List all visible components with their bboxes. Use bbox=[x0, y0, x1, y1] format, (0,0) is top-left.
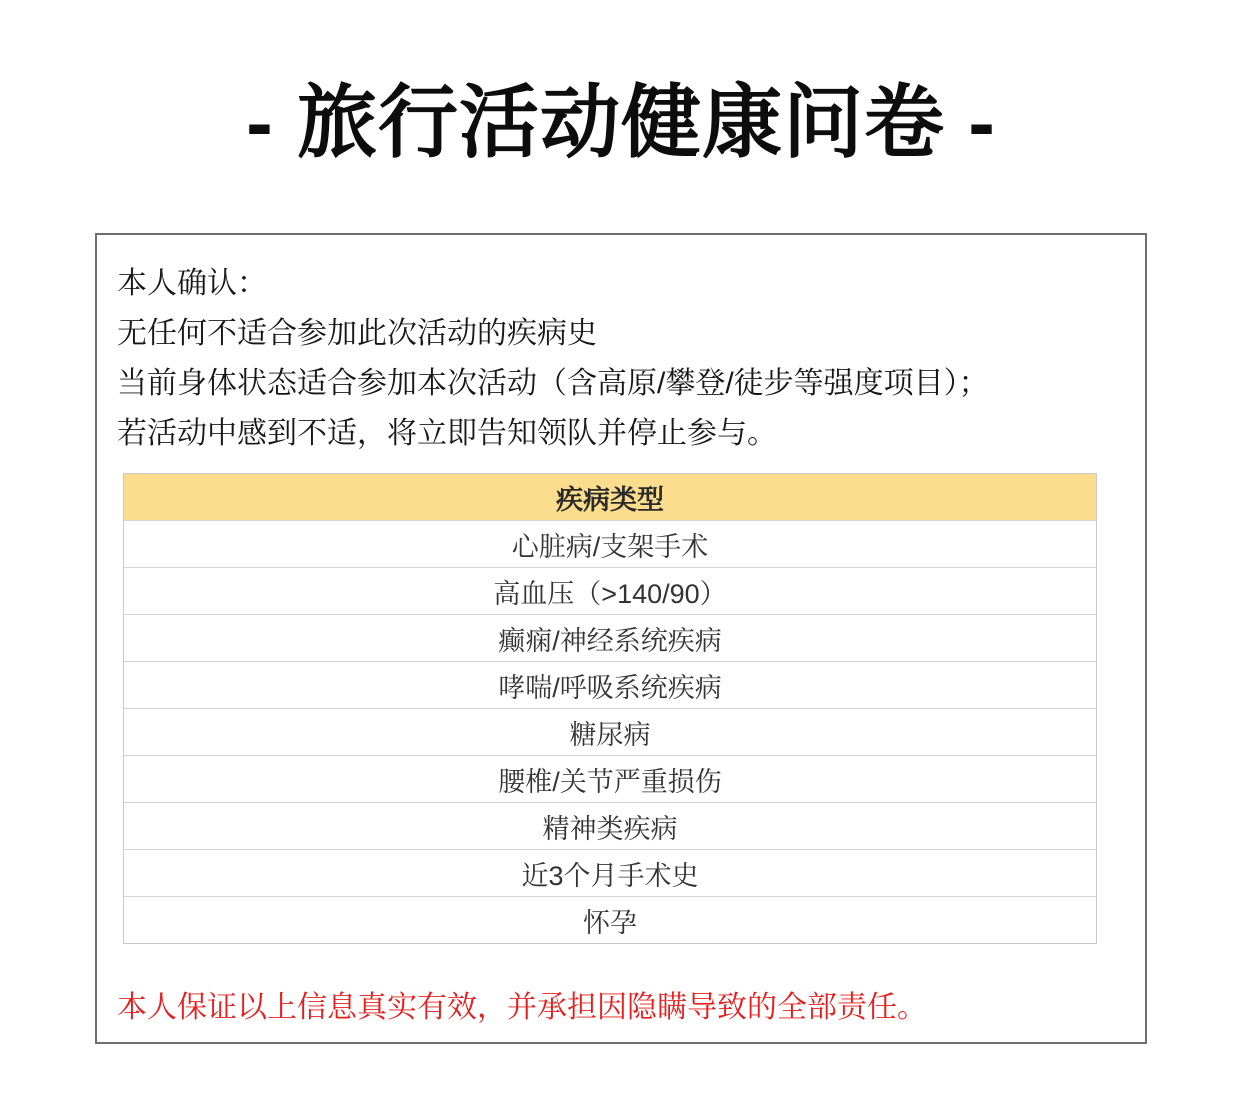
confirmation-line: 若活动中感到不适，将立即告知领队并停止参与。 bbox=[117, 417, 777, 450]
disclaimer-text: 本人保证以上信息真实有效，并承担因隐瞒导致的全部责任。 bbox=[117, 991, 927, 1024]
table-row: 糖尿病 bbox=[124, 708, 1096, 755]
table-row: 癫痫/神经系统疾病 bbox=[124, 614, 1096, 661]
confirmation-text bbox=[97, 235, 1145, 459]
table-row: 怀孕 bbox=[124, 896, 1096, 943]
page-title: - 旅行活动健康问卷 - bbox=[246, 78, 996, 167]
consent-box bbox=[95, 233, 1147, 1044]
table-row: 心脏病/支架手术 bbox=[124, 520, 1096, 567]
disease-table bbox=[123, 473, 1097, 944]
table-row: 近3个月手术史 bbox=[124, 849, 1096, 896]
table-row: 腰椎/关节严重损伤 bbox=[124, 755, 1096, 802]
table-row: 高血压（>140/90） bbox=[124, 567, 1096, 614]
disease-type-header: 疾病类型 bbox=[124, 474, 1096, 520]
confirmation-line: 本人确认： bbox=[117, 267, 267, 300]
confirmation-line: 无任何不适合参加此次活动的疾病史 bbox=[117, 317, 597, 350]
table-row: 精神类疾病 bbox=[124, 802, 1096, 849]
confirmation-line: 当前身体状态适合参加本次活动（含高原/攀登/徒步等强度项目）； bbox=[117, 367, 989, 400]
table-row: 哮喘/呼吸系统疾病 bbox=[124, 661, 1096, 708]
